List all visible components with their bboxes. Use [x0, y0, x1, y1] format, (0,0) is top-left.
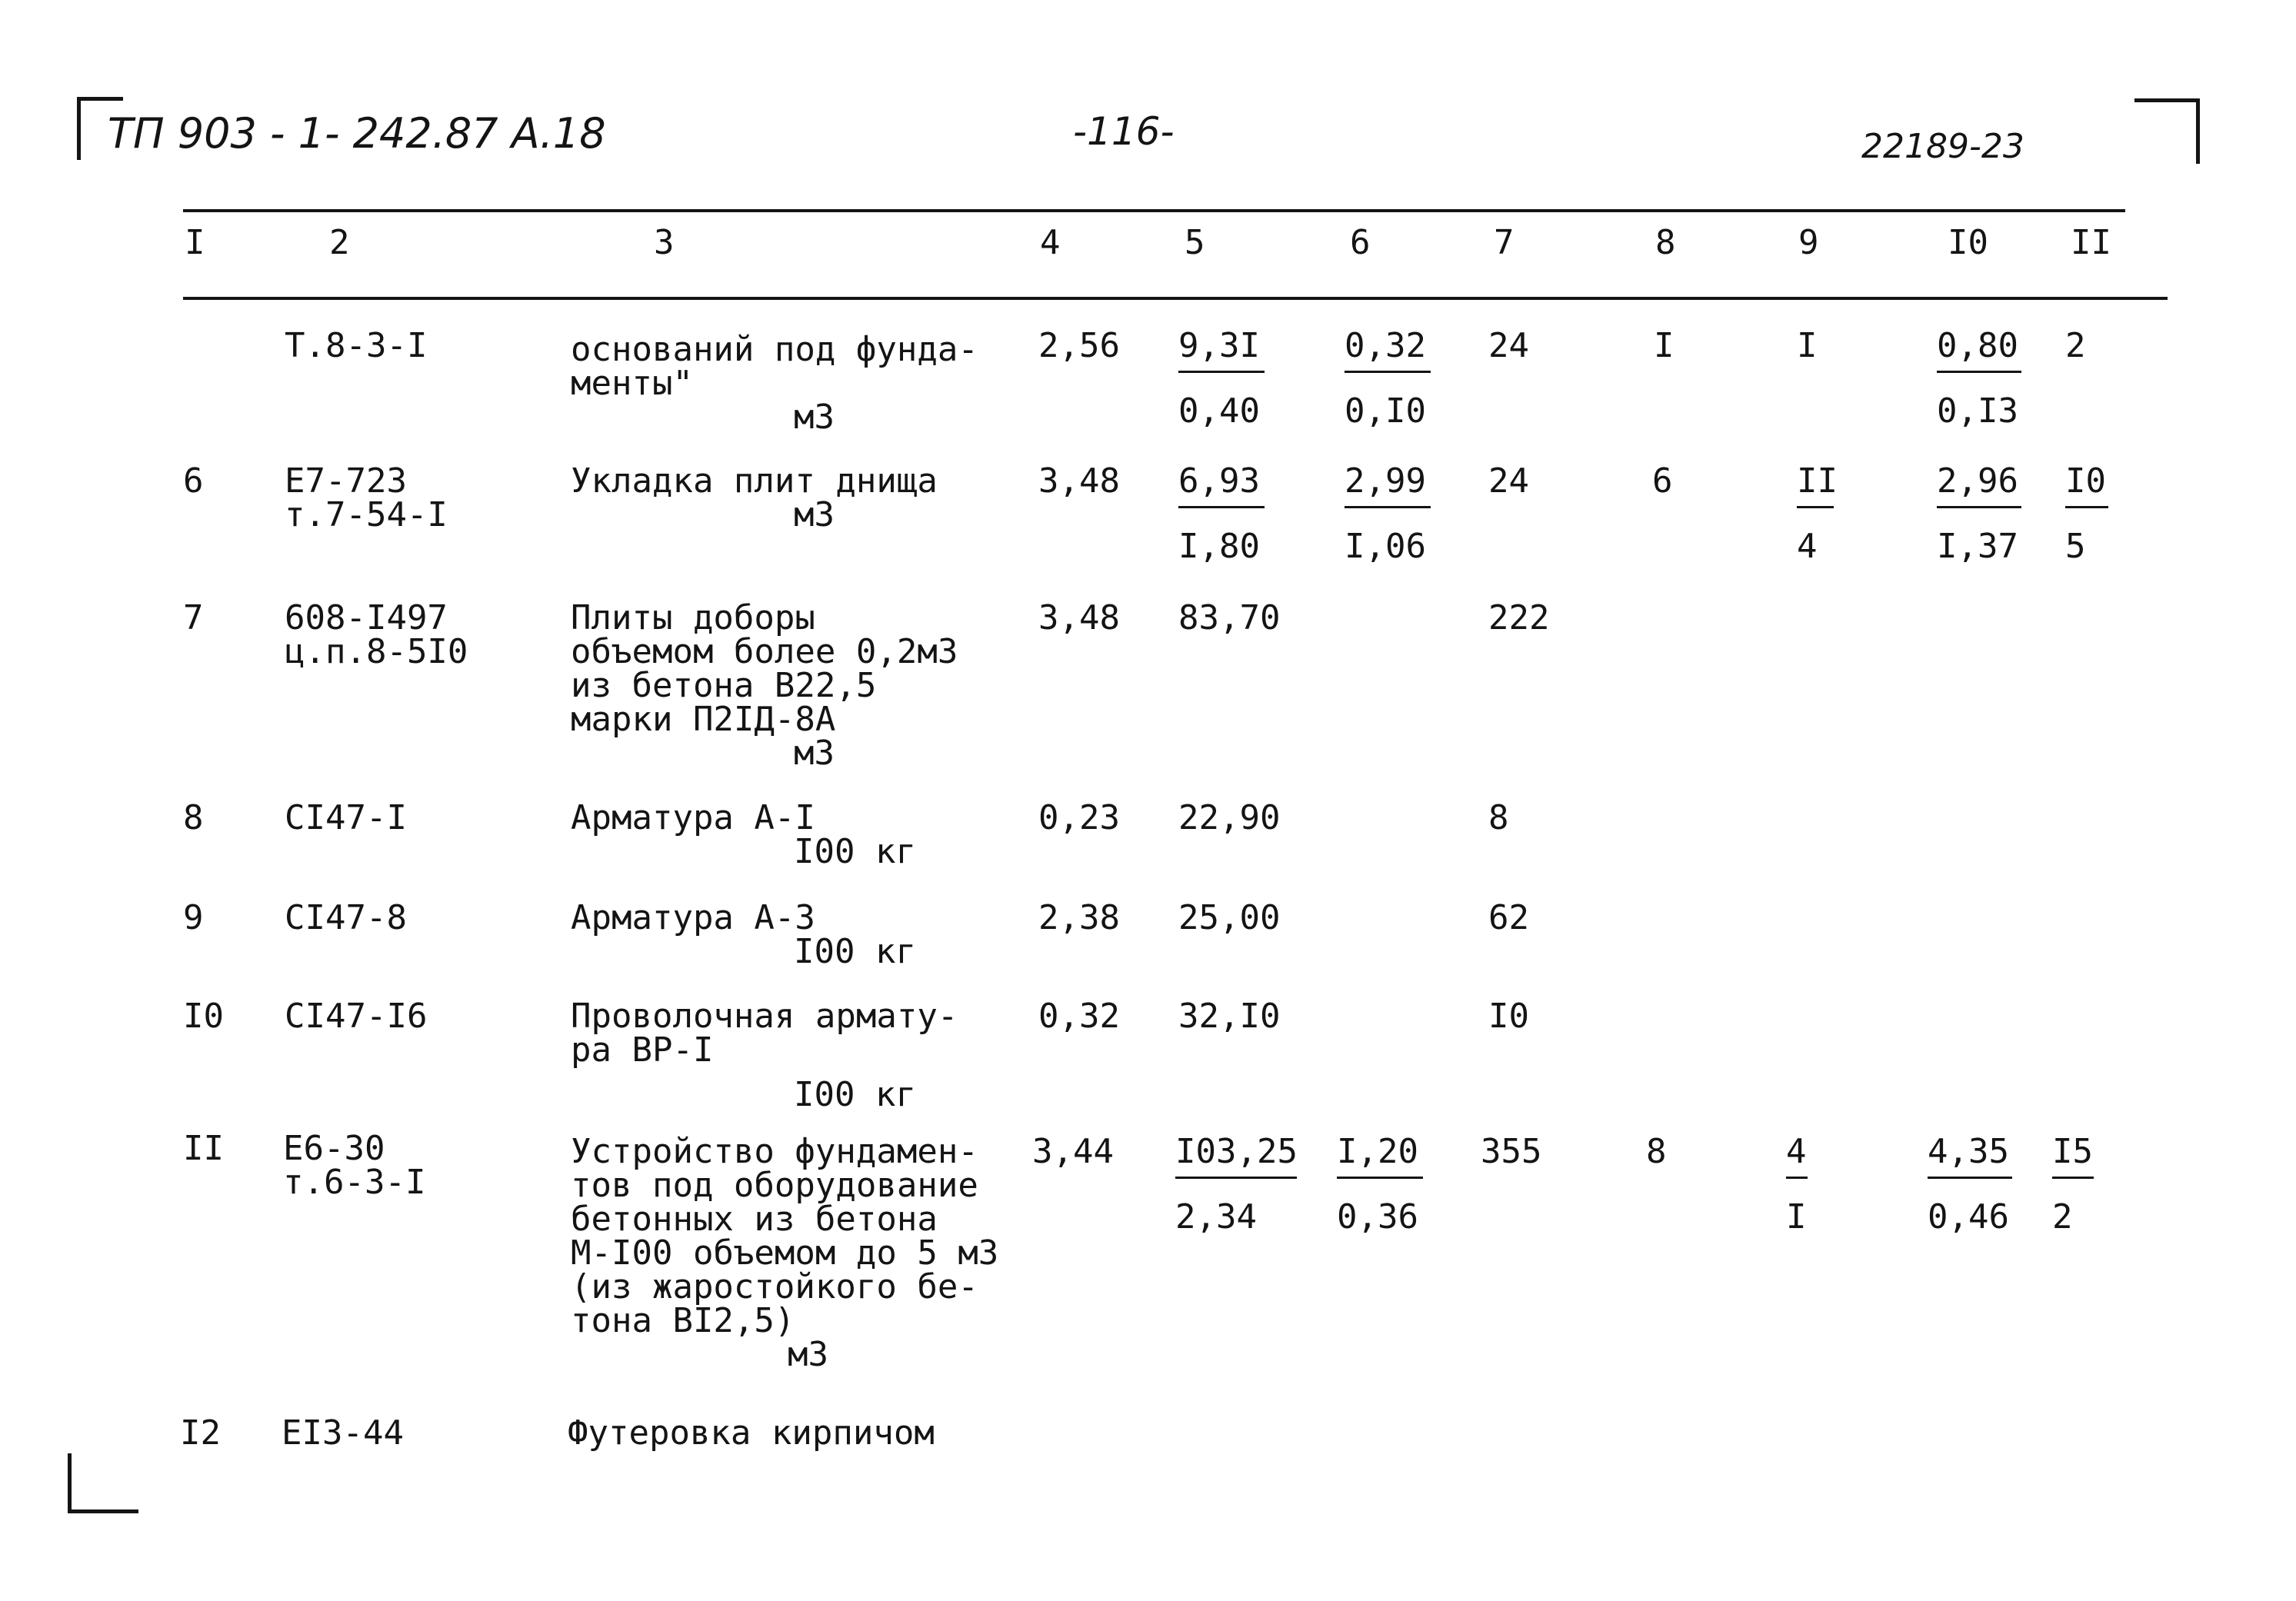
cell-row-number: 9	[183, 898, 204, 937]
cell-unit: I00 кг	[794, 1075, 916, 1114]
cell-col10: 2,96 I,37	[1937, 464, 2021, 564]
document-code: ТП 903 - 1- 242.87 А.18	[108, 109, 606, 158]
cell-col10: 4,35 0,46	[1928, 1135, 2012, 1234]
cell-unit: м3	[794, 734, 835, 773]
cell-col6: 0,32 0,I0	[1345, 329, 1431, 428]
cell-col8: 8	[1646, 1132, 1667, 1171]
corner-mark-bottom-left-h	[68, 1509, 138, 1513]
cell-description: оснований под фунда- менты" м3	[571, 330, 978, 437]
cell-code: СI47-8	[285, 898, 407, 937]
cell-col4: 2,56	[1038, 326, 1120, 365]
cell-col5: 32,I0	[1178, 997, 1281, 1036]
corner-mark-top-right-v	[2196, 98, 2200, 164]
cell-row-number: 8	[183, 798, 204, 837]
cell-description: Устройство фундамен- тов под оборудование бетонных из бетона М-I00 объемом до 5 м3 (из жаростойкого бе- тона ВI2,5) м3	[571, 1132, 999, 1374]
cell-col7: 24	[1488, 461, 1529, 501]
cell-col7: 222	[1488, 598, 1550, 637]
cell-unit: I00 кг	[794, 932, 916, 971]
cell-col11: I0 5	[2065, 464, 2108, 564]
cell-code: Е6-30 т.6-3-I	[283, 1129, 426, 1202]
cell-row-number: I0	[183, 997, 224, 1036]
col-header-3: 3	[654, 223, 675, 262]
cell-col9: I	[1797, 326, 1818, 365]
cell-row-number: I2	[180, 1413, 221, 1453]
cell-description: Арматура А-3 I00 кг	[571, 898, 916, 971]
cell-col4: 3,44	[1032, 1132, 1114, 1171]
cell-col10: 0,80 0,I3	[1937, 329, 2021, 428]
col-header-9: 9	[1798, 223, 1819, 262]
cell-col4: 2,38	[1038, 898, 1120, 937]
cell-unit: м3	[794, 398, 835, 437]
cell-col9: II 4	[1797, 461, 1838, 566]
cell-col9: 4 I	[1786, 1132, 1807, 1237]
cell-description: Плиты доборы объемом более 0,2м3 из бетона В22,5 марки П2IД-8А м3	[571, 598, 958, 773]
cell-col11: I5 2	[2052, 1132, 2093, 1237]
cell-col5: 25,00	[1178, 898, 1281, 937]
cell-col5: 9,3I 0,40	[1178, 329, 1265, 428]
col-header-10: I0	[1948, 223, 1988, 262]
cell-description: Футеровка кирпичом	[568, 1413, 935, 1453]
col-header-1: I	[185, 223, 205, 262]
cell-row-number: 6	[183, 461, 204, 501]
cell-description: Арматура А-I I00 кг	[571, 798, 916, 871]
cell-description: Проволочная армату- ра ВР-I I00 кг	[571, 997, 958, 1114]
page-number: -116-	[1073, 109, 1175, 154]
cell-col8: I	[1654, 326, 1675, 365]
corner-mark-top-right-h	[2134, 98, 2200, 102]
cell-col7: 355	[1481, 1132, 1542, 1171]
corner-mark-bottom-left-v	[68, 1453, 72, 1513]
cell-code: Е7-723 т.7-54-I	[285, 461, 448, 534]
cell-unit: м3	[794, 495, 835, 534]
cell-col6: 2,99 I,06	[1345, 464, 1431, 564]
cell-col11: 2	[2065, 326, 2086, 365]
cell-col5: I03,25 2,34	[1175, 1132, 1298, 1237]
table-top-rule	[183, 209, 2125, 212]
col-header-5: 5	[1185, 223, 1205, 262]
cell-code: ЕI3-44	[282, 1413, 404, 1453]
cell-col8: 6	[1652, 461, 1673, 501]
cell-unit: I00 кг	[794, 832, 916, 871]
cell-col4: 0,23	[1038, 798, 1120, 837]
corner-mark-top-left-v	[77, 98, 81, 160]
cell-code: Т.8-3-I	[285, 326, 428, 365]
cell-row-number: 7	[183, 598, 204, 637]
cell-col7: 8	[1488, 798, 1509, 837]
cell-code: СI47-I6	[285, 997, 428, 1036]
cell-col4: 3,48	[1038, 461, 1120, 501]
cell-unit: м3	[788, 1335, 828, 1374]
cell-col5: 22,90	[1178, 798, 1281, 837]
cell-col7: 24	[1488, 326, 1529, 365]
cell-col4: 0,32	[1038, 997, 1120, 1036]
table-header-rule	[183, 297, 2168, 300]
archive-number: 22189-23	[1861, 127, 2024, 166]
col-header-7: 7	[1494, 223, 1515, 262]
cell-code: СI47-I	[285, 798, 407, 837]
col-header-6: 6	[1350, 223, 1371, 262]
col-header-11: II	[2071, 223, 2111, 262]
cell-description: Укладка плит днища м3	[571, 461, 938, 534]
cell-col7: I0	[1488, 997, 1529, 1036]
col-header-2: 2	[329, 223, 350, 262]
cell-col5: 83,70	[1178, 598, 1281, 637]
cell-code: 608-I497 ц.п.8-5I0	[285, 598, 468, 671]
cell-row-number: II	[183, 1129, 224, 1168]
corner-mark-top-left-h	[77, 97, 123, 101]
cell-col6: I,20 0,36	[1337, 1135, 1423, 1234]
cell-col4: 3,48	[1038, 598, 1120, 637]
col-header-4: 4	[1040, 223, 1061, 262]
col-header-8: 8	[1655, 223, 1676, 262]
cell-col7: 62	[1488, 898, 1529, 937]
cell-col5: 6,93 I,80	[1178, 464, 1265, 564]
